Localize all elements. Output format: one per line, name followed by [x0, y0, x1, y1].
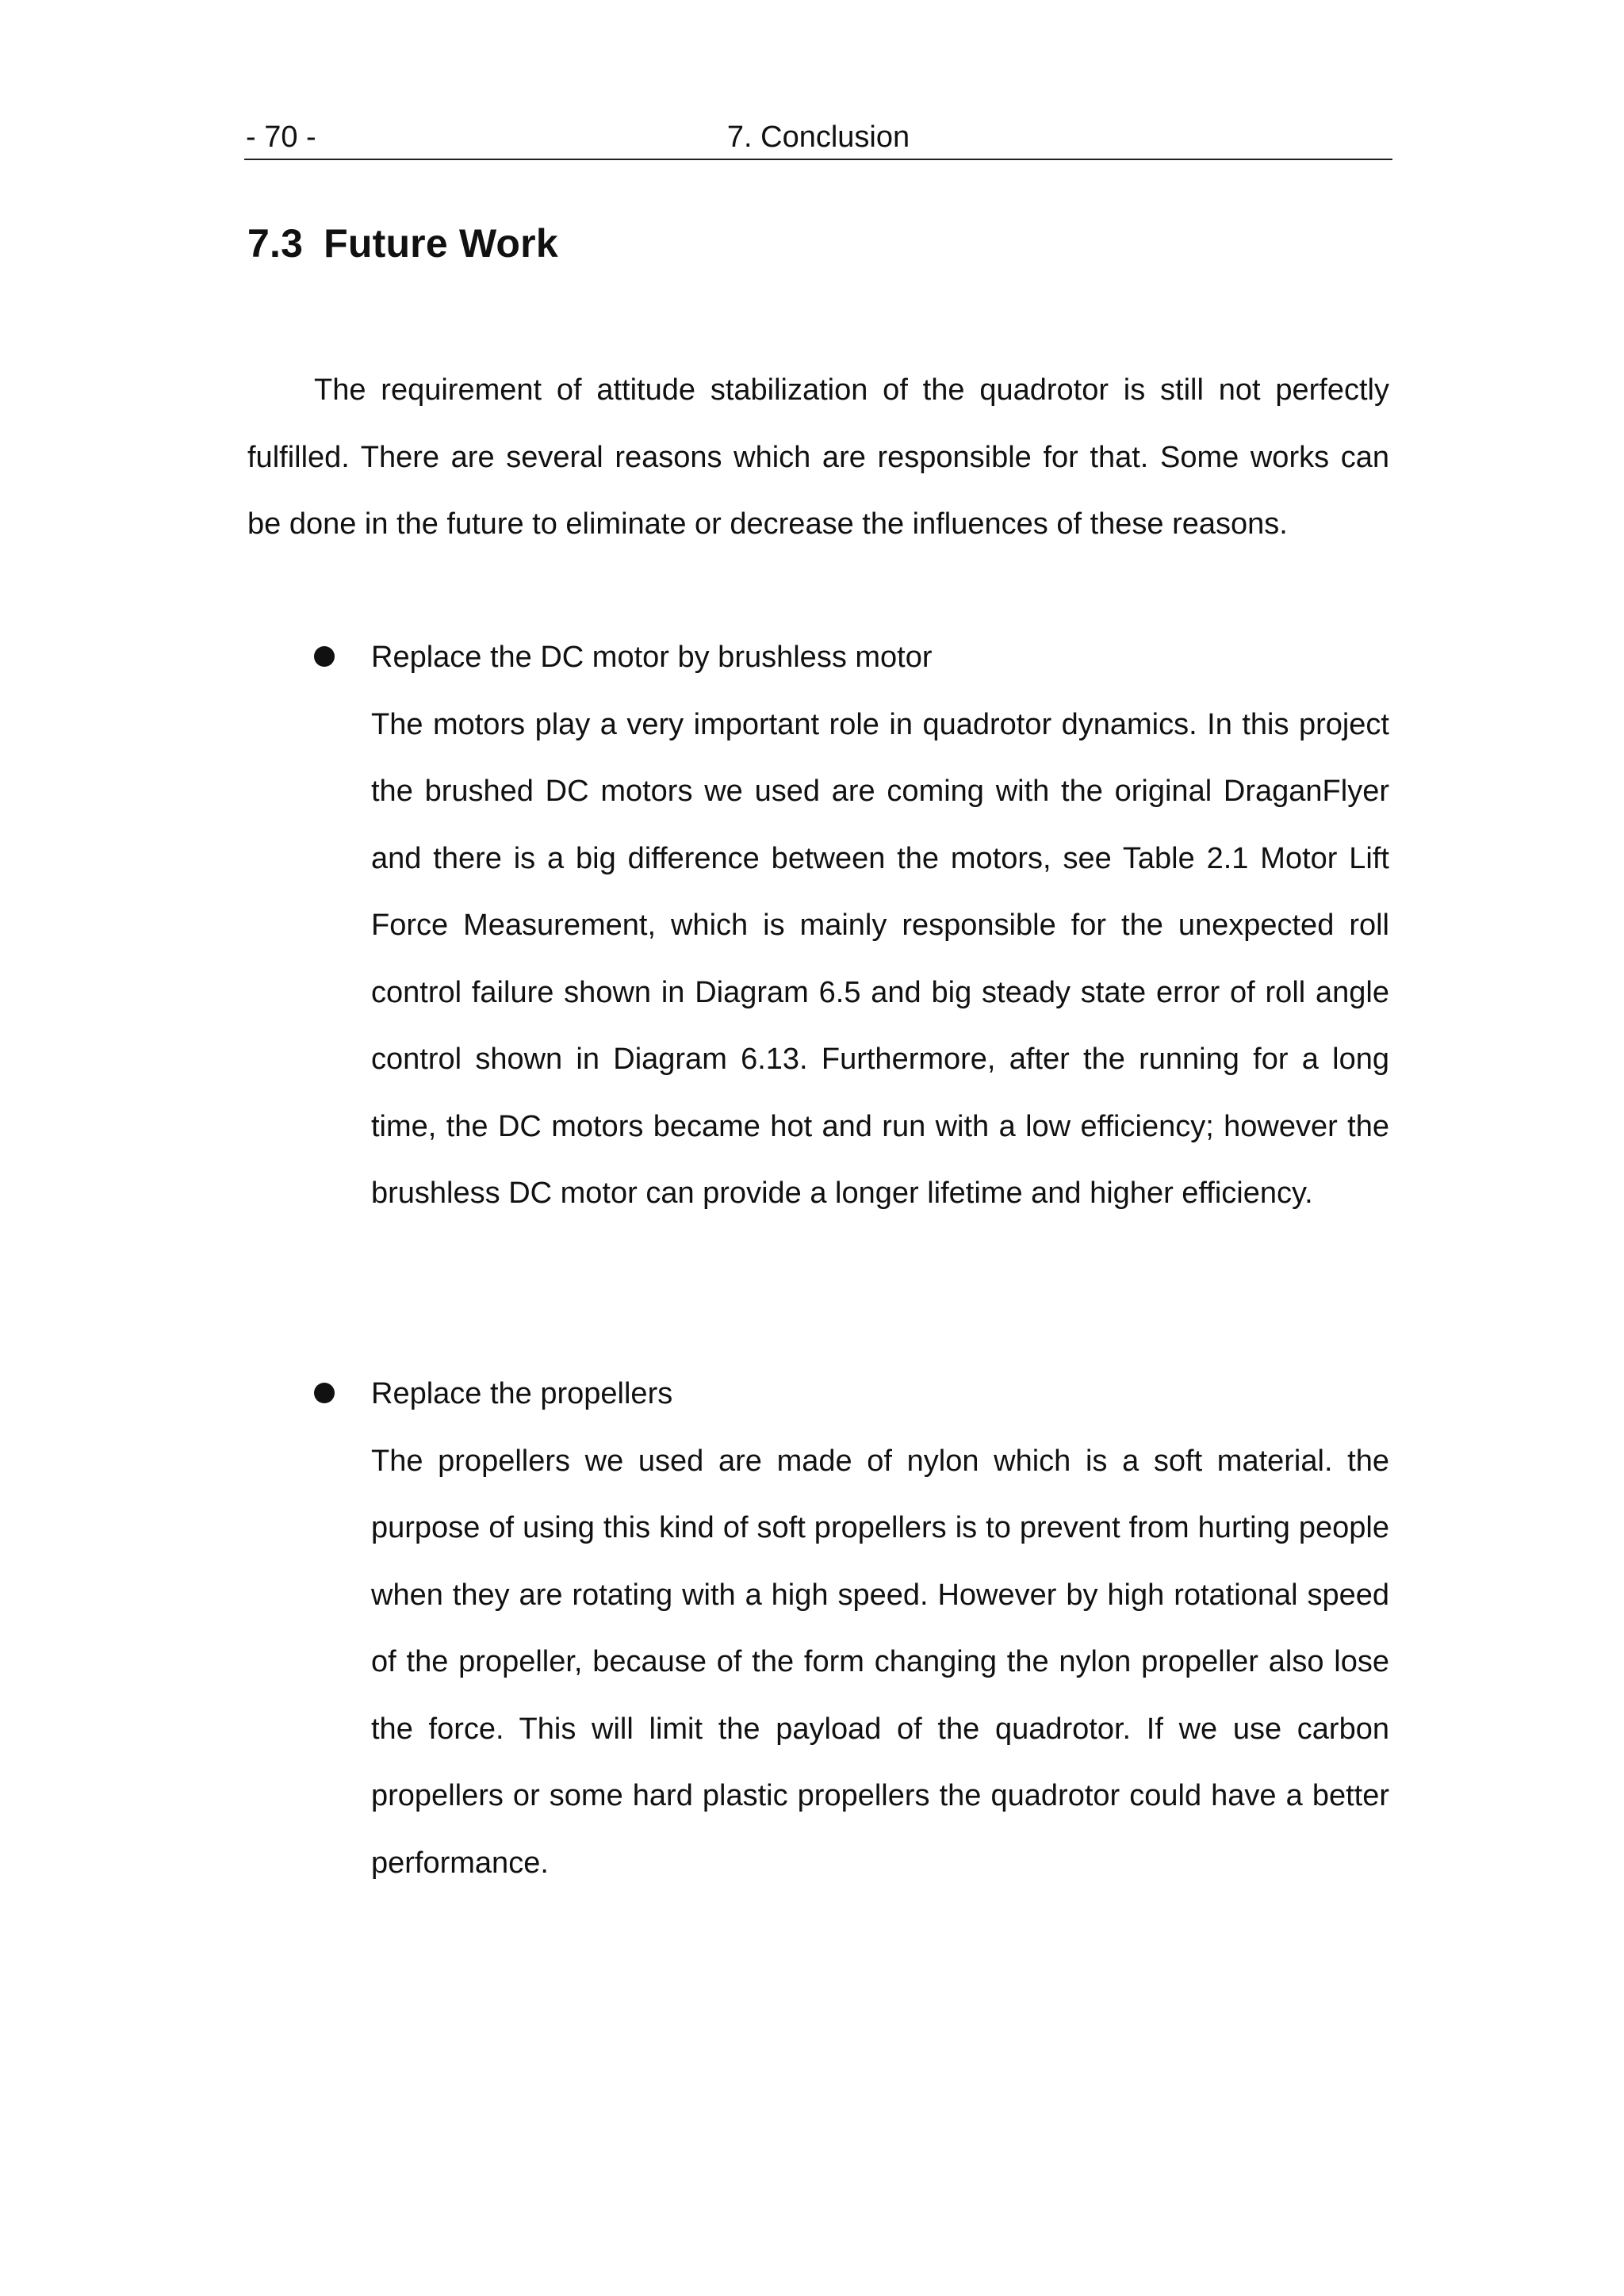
section-title-text: Future Work — [324, 221, 558, 266]
section-heading — [247, 216, 558, 271]
bullet-item-body: The propellers we used are made of nylon which is a soft material. the purpose of using this kind of soft propellers is to prevent from hurting people when they are rotating with a high speed. However by high rotational speed of the propeller, because of the form changing the nylon propeller also lose the force. This will limit the payload of the quadrotor. If we use carbon propellers or some hard plastic propellers the quadrotor could have a better performance. — [371, 1444, 1389, 1880]
running-header — [244, 116, 1392, 160]
bullet-item-title: Replace the propellers — [371, 1377, 673, 1410]
bullet-item-title: Replace the DC motor by brushless motor — [371, 641, 933, 674]
bullet-item-body: The motors play a very important role in quadrotor dynamics. In this project the brushed DC motors we used are coming with the original DraganFlyer and there is a big difference between the motors, see Table 2.1 Motor Lift Force Measurement, which is mainly responsible for the unexpected roll control failure shown in Diagram 6.5 and big steady state error of roll angle control shown in Diagram 6.13. Furthermore, after the running for a long time, the DC motors became hot and run with a low efficiency; however the brushless DC motor can provide a longer lifetime and higher efficiency. — [371, 707, 1389, 1210]
bullet-icon — [314, 1383, 335, 1403]
section-number: 7.3 — [247, 221, 304, 266]
bullet-icon — [314, 646, 335, 667]
intro-paragraph: The requirement of attitude stabilization of the quadrotor is still not perfectly fulfilled. There are several reasons which are responsible for that. Some works can be done in the future to eliminate or decrease the influences of these reasons. — [247, 373, 1389, 541]
chapter-title: 7. Conclusion — [726, 121, 910, 154]
page-number: - 70 - — [246, 121, 316, 154]
